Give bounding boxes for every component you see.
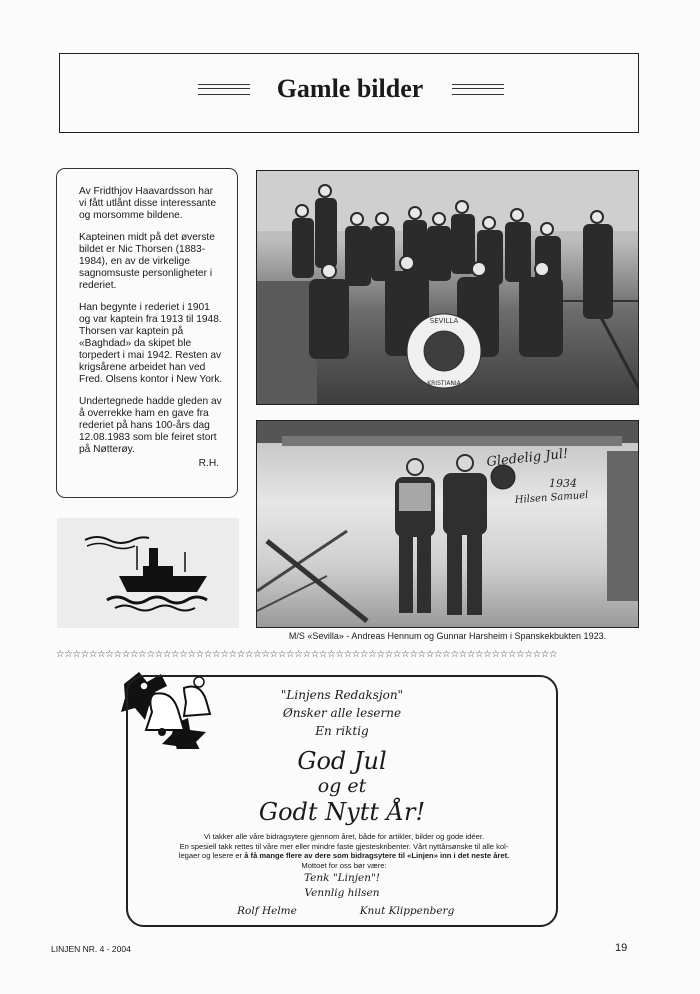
photo-caption: M/S «Sevilla» - Andreas Hennum og Gunnar Harsheim i Spanskekbukten 1923. [288, 631, 607, 641]
crew-group-photo [256, 170, 639, 405]
intro-paragraph-1: Av Fridthjov Haavardsson har vi fått utlånt disse interessante og morsomme bildene. [79, 186, 217, 221]
greeting-motto: Tenk "Linjen"! [303, 872, 381, 884]
greeting-godt-nytt-ar: Godt Nytt År! [258, 798, 426, 826]
steamship-icon [57, 518, 239, 628]
inscription-line3: Hilsen Samuel [514, 489, 589, 506]
greeting-body [138, 832, 550, 870]
deck-illustration [257, 421, 639, 628]
page-number: 19 [615, 942, 628, 954]
greeting-signature-1: Rolf Helme [237, 905, 297, 917]
intro-paragraph-3: Han begynte i rederiet i 1901 og var kaptein fra 1913 til 1948. Thorsen var kaptein på «Baghdad» da skipet ble torpedert i mai 1942. Resten av krigsårene arbeidet han ved Fred. Olsens kontor i New York. [79, 302, 223, 385]
ship-drawing [57, 518, 239, 628]
greeting-body-line2: En spesiell takk rettes til våre mer eller mindre faste gjesteskribenter. Vårt nyttårsønske til alle kol- [179, 841, 509, 851]
footer-publication: LINJEN NR. 4 - 2004 [51, 944, 131, 954]
greeting-body-line3 [138, 851, 550, 861]
page-title: Gamle bilder [276, 74, 424, 103]
greeting-signature-2: Knut Klippenberg [359, 905, 455, 917]
greeting-closing: Vennlig hilsen [304, 887, 380, 899]
intro-signature: R.H. [198, 458, 219, 469]
greeting-line3: En riktig [315, 724, 369, 738]
lifebuoy-text-top: SEVILLA [429, 317, 459, 325]
greeting-god-jul: God Jul [297, 747, 387, 775]
lifebuoy [407, 314, 481, 388]
inscription-line2: 1934 [549, 477, 577, 490]
title-box [59, 53, 639, 133]
deck-photo [256, 420, 639, 628]
intro-textbox [56, 168, 238, 498]
inscription-line1: Gledelig Jul! [485, 446, 569, 470]
greeting-body-line1: Vi takker alle våre bidragsytere gjennom året, både for artikler, bilder og gode idéer. [203, 832, 485, 841]
greeting-body-line4: Mottoet for oss bør være: [301, 860, 387, 870]
crew-group-illustration [257, 171, 639, 405]
intro-paragraph-4: Undertegnede hadde gleden av å overrekke ham en gave fra rederiet på hans 100-års dag 12.08.1983 som ble feiret stort på Nøtterøy. [79, 396, 222, 455]
christmas-greeting-box [126, 675, 558, 927]
greeting-body-line3-start: legaer og lesere er [178, 851, 245, 861]
intro-paragraph-2: Kapteinen midt på det øverste bildet er Nic Thorsen (1883-1984), en av de virkelige sagnomsuste personligheter i rederiet. [79, 232, 215, 291]
star-divider: ☆☆☆☆☆☆☆☆☆☆☆☆☆☆☆☆☆☆☆☆☆☆☆☆☆☆☆☆☆☆☆☆☆☆☆☆☆☆☆☆☆☆☆☆☆☆☆☆☆☆☆☆☆☆☆☆☆☆☆☆☆ [56, 649, 558, 660]
lifebuoy-text-bottom: KRISTIANIA [427, 380, 461, 387]
greeting-og-et: og et [317, 775, 367, 797]
greeting-line2: Ønsker alle leserne [282, 706, 402, 720]
greeting-line1: "Linjens Redaksjon" [280, 688, 404, 702]
greeting-body-line3-bold: å få mange flere av dere som bidragsytere til «Linjen» inn i det neste året. [244, 851, 510, 861]
